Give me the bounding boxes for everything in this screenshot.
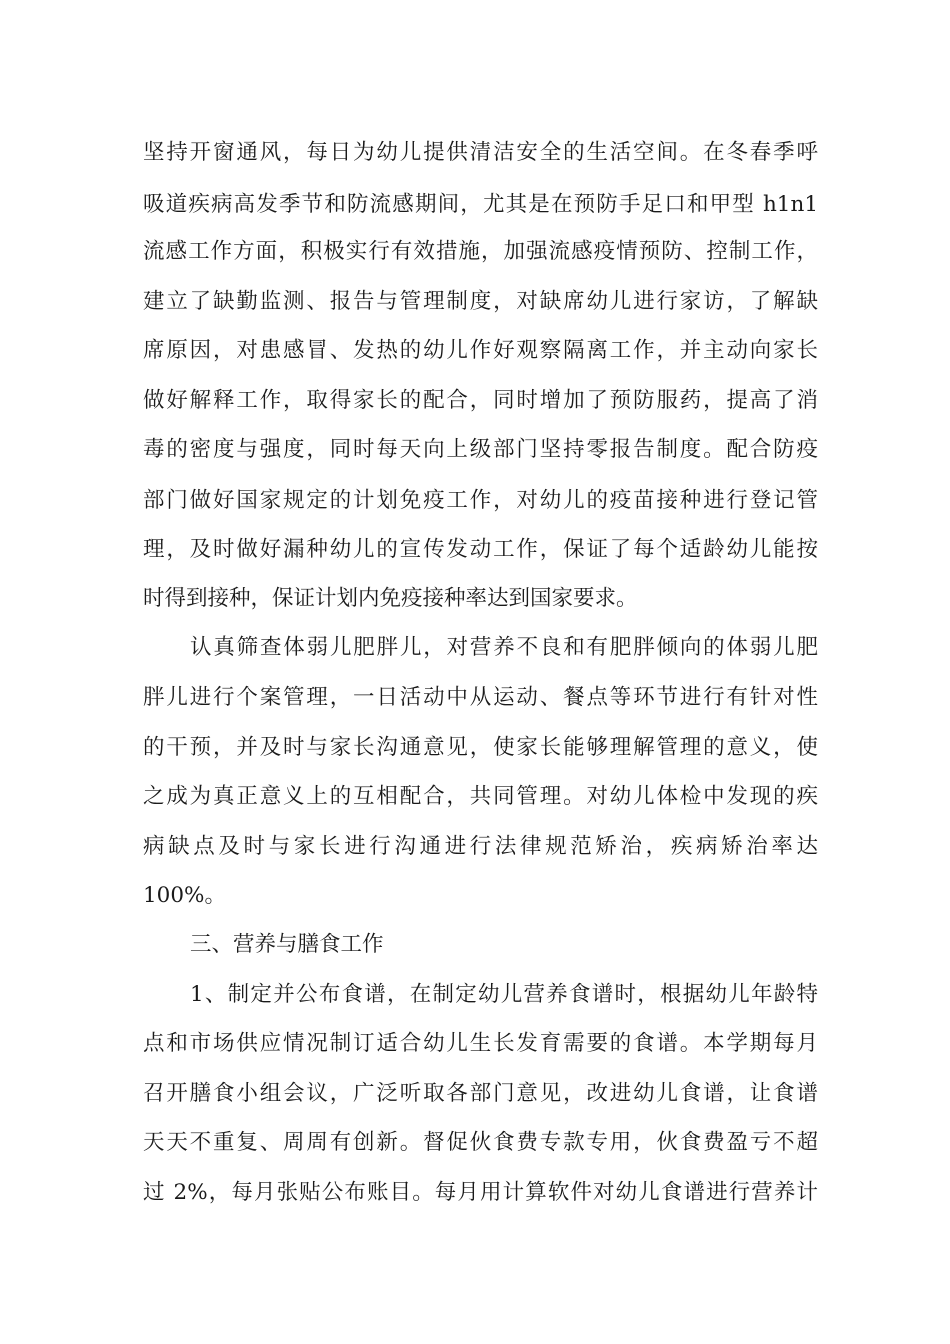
text-line: 毒的密度与强度，同时每天向上级部门坚持零报告制度。配合防疫 — [143, 437, 818, 462]
text-line: 做好解释工作，取得家长的配合，同时增加了预防服药，提高了消 — [143, 388, 818, 413]
text-line: 点和市场供应情况制订适合幼儿生长发育需要的食谱。本学期每月 — [143, 1031, 818, 1056]
text-line: 1、制定并公布食谱，在制定幼儿营养食谱时，根据幼儿年龄特 — [190, 982, 818, 1007]
text-line: 之成为真正意义上的互相配合，共同管理。对幼儿体检中发现的疾 — [143, 784, 818, 809]
text-line: 建立了缺勤监测、报告与管理制度，对缺席幼儿进行家访，了解缺 — [143, 289, 818, 314]
text-line: 胖儿进行个案管理，一日活动中从运动、餐点等环节进行有针对性 — [143, 685, 818, 710]
text-line: 100%。 — [143, 883, 226, 908]
text-line: 理，及时做好漏种幼儿的宣传发动工作，保证了每个适龄幼儿能按 — [143, 537, 818, 562]
text-line: 的干预，并及时与家长沟通意见，使家长能够理解管理的意义，使 — [143, 735, 818, 760]
text-line: 坚持开窗通风，每日为幼儿提供清洁安全的生活空间。在冬春季呼 — [143, 140, 818, 165]
text-line: 病缺点及时与家长进行沟通进行法律规范矫治，疾病矫治率达 — [143, 834, 818, 859]
text-line: 流感工作方面，积极实行有效措施，加强流感疫情预防、控制工作， — [143, 239, 818, 264]
text-line: 部门做好国家规定的计划免疫工作，对幼儿的疫苗接种进行登记管 — [143, 488, 818, 513]
text-line: 席原因，对患感冒、发热的幼儿作好观察隔离工作，并主动向家长 — [143, 338, 818, 363]
text-line: 认真筛查体弱儿肥胖儿，对营养不良和有肥胖倾向的体弱儿肥 — [190, 635, 818, 660]
text-line: 召开膳食小组会议，广泛听取各部门意见，改进幼儿食谱，让食谱 — [143, 1081, 818, 1106]
text-line: 天天不重复、周周有创新。督促伙食费专款专用，伙食费盈亏不超 — [143, 1130, 818, 1155]
text-line: 时得到接种，保证计划内免疫接种率达到国家要求。 — [143, 586, 638, 611]
section-heading: 三、营养与膳食工作 — [190, 932, 384, 957]
text-line: 吸道疾病高发季节和防流感期间，尤其是在预防手足口和甲型 h1n1 — [143, 192, 818, 217]
text-line: 过 2%，每月张贴公布账目。每月用计算软件对幼儿食谱进行营养计 — [143, 1180, 818, 1205]
